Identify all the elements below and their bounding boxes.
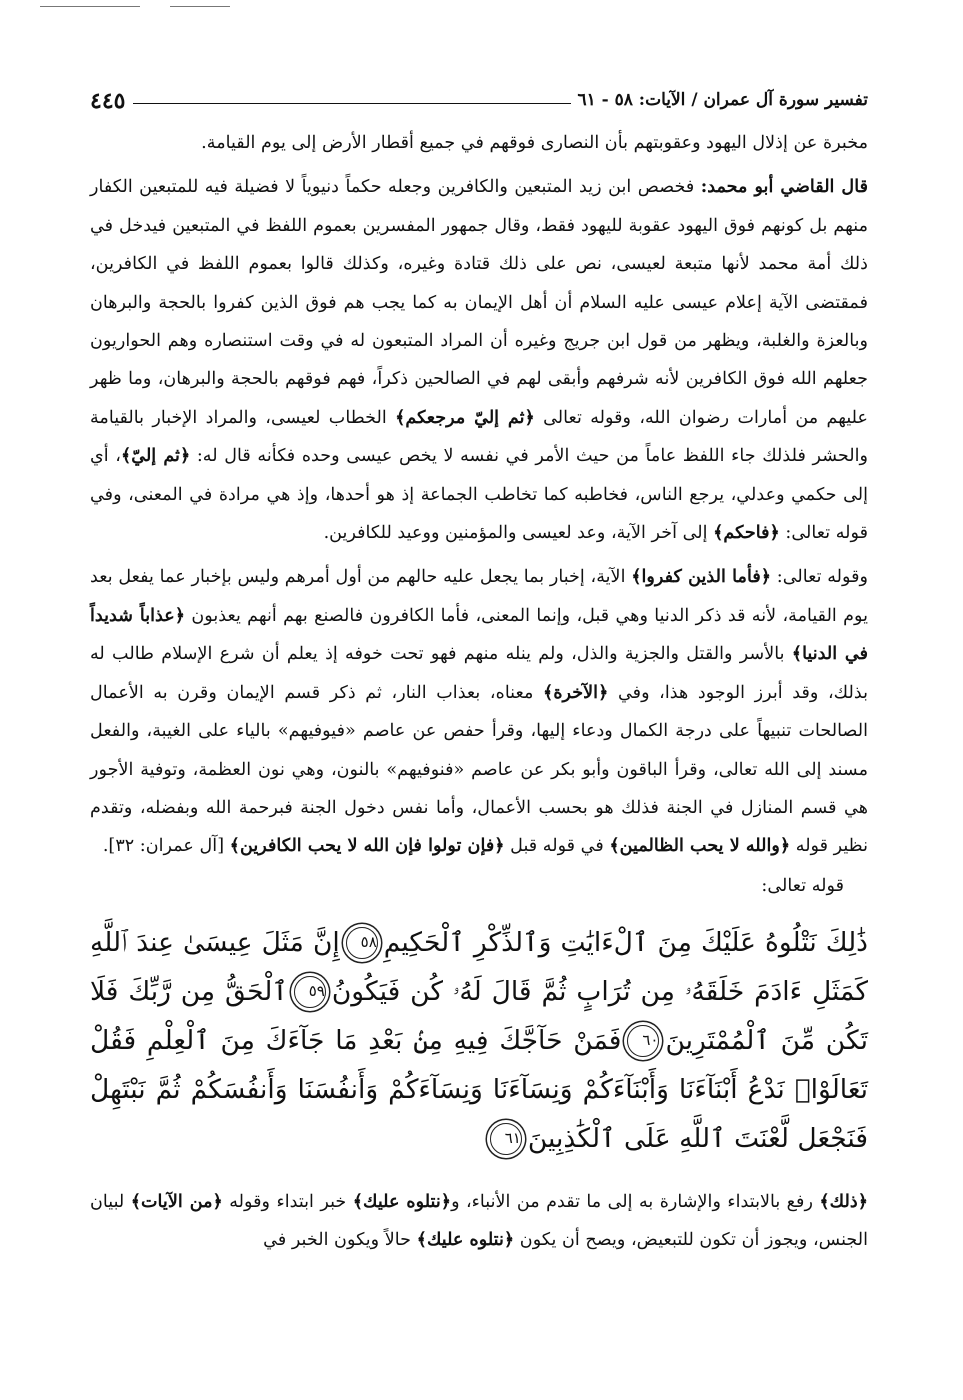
paragraph-4-text-2: خبر ابتداء وقوله <box>222 1191 353 1212</box>
paragraph-3-text-1: وقوله تعالى: <box>771 567 868 588</box>
quran-quote: ﴿من الآيات﴾ <box>130 1190 223 1212</box>
page-header <box>90 76 868 116</box>
quran-quote: ﴿الآخرة﴾ <box>543 681 609 703</box>
ayah-number-61: ٦١ <box>490 1123 522 1155</box>
quran-quote: ﴿نتلوه عليك﴾ <box>352 1190 452 1212</box>
paragraph-2-lead: قال القاضي أبو محمد: <box>700 176 868 198</box>
quran-quote: ﴿عذاباً شديداً في الدنيا﴾ <box>90 604 868 665</box>
verse-58: ذَٰلِكَ نَتْلُوهُ عَلَيْكَ مِنَ ٱلْءَايَٰتِ وَٱلذِّكْرِ ٱلْحَكِيمِ <box>383 926 868 958</box>
quran-quote: ﴿ذلك﴾ <box>819 1190 869 1212</box>
verse-61: فَمَنْ حَآجَّكَ فِيهِ مِنۢ بَعْدِ مَا جَآءَكَ مِنَ ٱلْعِلْمِ فَقُلْ تَعَالَوْا۟ نَدْعُ أَبْنَآءَنَا وَأَبْنَآءَكُمْ وَنِسَآءَنَا وَنِسَآءَكُمْ وَأَنفُسَنَا وَأَنفُسَكُمْ ثُمَّ نَبْتَهِلْ فَنَجْعَل لَّعْنَتَ ٱللَّهِ عَلَى ٱلْكَٰذِبِينَ <box>90 1024 868 1154</box>
quran-quote: ﴿نتلوه عليك﴾ <box>416 1229 515 1251</box>
verse-intro: قوله تعالى: <box>761 875 844 896</box>
quran-quote: ﴿فاحكم﴾ <box>713 522 780 544</box>
quran-quote: ﴿ثم إليّ مرجعكم﴾ <box>395 406 535 428</box>
paragraph-4-text-3: لبيان الجنس، ويجوز أن تكون للتبعيض، ويصح أن يكون <box>90 1191 868 1251</box>
paragraph-4 <box>90 1183 868 1260</box>
page-number: ٤٤٥ <box>90 88 126 114</box>
verse-59: إِنَّ مَثَلَ عِيسَىٰ عِندَ ٱللَّهِ كَمَثَلِ ءَادَمَ خَلَقَهُۥ مِن تُرَابٍ ثُمَّ قَالَ لَهُۥ كُن فَيَكُونُ <box>90 926 868 1007</box>
paragraph-3-text-6: [آل عمران: ٣٢]. <box>102 836 230 857</box>
paragraph-3-text-2: الآية، إخبار بما يجعل عليه حالهم من أول أمرهم وليس بإخبار عما يفعل بعد يوم القيامة، لأنه قد ذكر الدنيا وهي قبل، وإنما المعنى، فأما الكافرون فالصنع بهم أنهم يعذبون <box>90 567 869 626</box>
quran-quote: ﴿فأما الذين كفروا﴾ <box>631 566 772 588</box>
paragraph-3-text-5: في قوله قبل <box>504 836 610 857</box>
paragraph-2-text-4: إلى آخر الآية، وعد لعيسى والمؤمنين ووعيد للكافرين. <box>323 523 714 544</box>
quran-quote: ﴿والله لا يحب الظالمين﴾ <box>609 835 791 857</box>
paragraph-4-text-1: رفع بالابتداء والإشارة به إلى ما تقدم من الأنباء، و <box>451 1191 820 1212</box>
ayah-number-60: ٦٠ <box>627 1025 659 1057</box>
quran-quote: ﴿ثم إليّ﴾ <box>120 445 191 467</box>
paragraph-1-text: مخبرة عن إذلال اليهود وعقوبتهم بأن النصارى فوقهم في جميع أقطار الأرض إلى يوم القيامة. <box>201 133 868 153</box>
paragraph-3-text-3: بالأسر والقتل والجزية والذل، ولم ينله منهم فهو تحت خوفه إذ يعلم أن شرع الإسلام طالب له بذلك، وقد أبرز الوجود هذا، وفي <box>90 644 868 703</box>
header-rule <box>133 103 571 104</box>
scan-edge-marks <box>0 6 963 8</box>
quran-quote: ﴿فإن تولوا فإن الله لا يحب الكافرين﴾ <box>229 835 505 857</box>
paragraph-4-text-4: حالاً ويكون الخبر في <box>263 1230 417 1251</box>
paragraph-2 <box>90 168 868 552</box>
paragraph-2-text-3: ، أي إلى حكمي وعدلي، يرجع الناس، فخاطبه كما تخاطب الجماعة إذ هو أحدها، وإذ هي مرادة في المعنى، وفي قوله تعالى: <box>90 446 868 544</box>
paragraph-3-text-4: معناه، بعذاب النار، ثم ذكر قسم الإيمان وقرن به الأعمال الصالحات تنبيهاً على درجة الكمال ودعاء إليها، وقرأ حفص عن عاصم «فيوفيهم» بالياء على الغيبة، والفعل مسند إلى الله تعالى، وقرأ الباقون وأبو بكر عن عاصم «فنوفيهم» بالنون، وهي نون العظمة، وتوفية الأجور هي قسم المنازل في الجنة فذلك هو بحسب الأعمال، وأما نفس دخول الجنة فبرحمة الله وبفضله، وتقدم نظير قوله <box>90 682 868 857</box>
running-title: تفسير سورة آل عمران / الآيات: ٥٨ - ٦١ <box>577 90 868 110</box>
verse-60: ٱلْحَقُّ مِن رَّبِّكَ فَلَا تَكُن مِّنَ ٱلْمُمْتَرِينَ <box>90 975 868 1056</box>
quran-verses <box>90 918 868 1163</box>
book-page <box>90 76 868 1260</box>
paragraph-2-text-1: فخصص ابن زيد المتبعين والكافرين وجعله حكماً دنيوياً لا فضيلة فيه للمتبعين الكفار منهم بل كونهم فوق اليهود عقوبة لليهود فقط، وقال جمهور المفسرين بعموم اللفظ في المتبعين فيدخل في ذلك أمة محمد لأنها متبعة لعيسى، نص على ذلك قتادة وغيره، وكذلك قالوا بعموم اللفظ في الكافرين، فمقتضى الآية إعلام عيسى عليه السلام أن أهل الإيمان به كما يجب هم فوق الذين كفروا بالحجة والبرهان وبالعزة والغلبة، ويظهر من قول ابن جريج وغيره أن المراد المتبعون له في وقت استنصاره وهم الحواريون جعلهم الله فوق الكافرين لأنه شرفهم وأبقى لهم في الصالحين ذكراً، فهم فوقهم بالحجة والبرهان، وما ظهر عليهم من أمارات رضوان الله، وقوله تعالى <box>90 177 868 428</box>
paragraph-1 <box>90 124 868 162</box>
ayah-number-59: ٥٩ <box>294 976 326 1008</box>
paragraph-3 <box>90 558 868 865</box>
paragraph-2-text-2: الخطاب لعيسى، والمراد الإخبار بالقيامة والحشر فلذلك جاء اللفظ عاماً من حيث الأمر في نفسه لا يخص عيسى وحده فكأنه قال له: <box>90 407 869 467</box>
ayah-number-58: ٥٨ <box>346 927 378 959</box>
